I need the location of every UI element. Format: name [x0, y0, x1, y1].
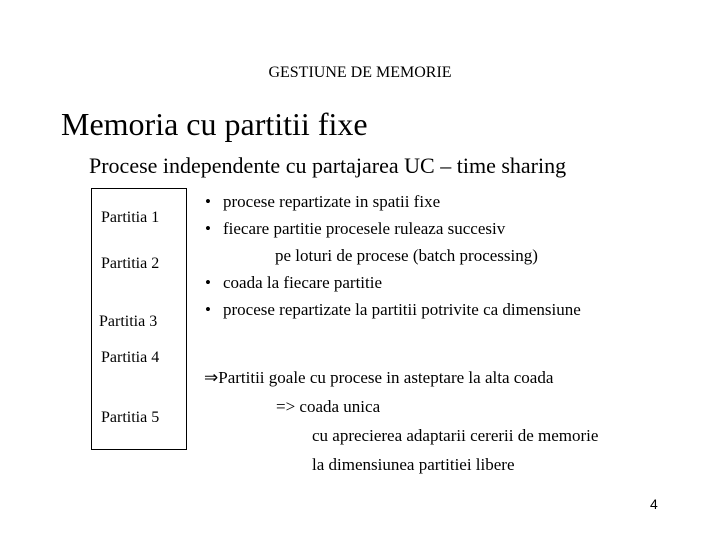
- partition-label-4: Partitia 4: [101, 349, 160, 366]
- bullet-item: • procese repartizate la partitii potrivite ca dimensiune: [205, 300, 581, 319]
- partition-label-1: Partitia 1: [101, 209, 160, 226]
- bullet-list: [205, 188, 581, 323]
- page-number: 4: [650, 496, 658, 512]
- bullet-item: • procese repartizate in spatii fixe: [205, 192, 441, 211]
- partition-label-3: Partitia 3: [99, 313, 158, 330]
- implies-arrow-icon: ⇒: [204, 368, 219, 387]
- partition-label-5: Partitia 5: [101, 409, 160, 426]
- slide-subtitle: Procese independente cu partajarea UC – time sharing: [89, 153, 567, 178]
- slide-header: GESTIUNE DE MEMORIE: [268, 64, 452, 81]
- conclusion-block: [204, 363, 598, 479]
- bullet-continuation: pe loturi de procese (batch processing): [275, 246, 538, 265]
- bullet-item: • fiecare partitie procesele ruleaza succesiv: [205, 219, 506, 238]
- conclusion-line-4: la dimensiunea partitiei libere: [312, 455, 515, 474]
- conclusion-line-3: cu aprecierea adaptarii cererii de memorie: [312, 426, 599, 445]
- partition-diagram: [91, 188, 187, 450]
- conclusion-line-2: => coada unica: [276, 397, 381, 416]
- slide-title: Memoria cu partitii fixe: [61, 106, 368, 142]
- conclusion-line-1: ⇒Partitii goale cu procese in asteptare la alta coada: [204, 368, 554, 387]
- bullet-item: • coada la fiecare partitie: [205, 273, 383, 292]
- partition-label-2: Partitia 2: [101, 255, 160, 272]
